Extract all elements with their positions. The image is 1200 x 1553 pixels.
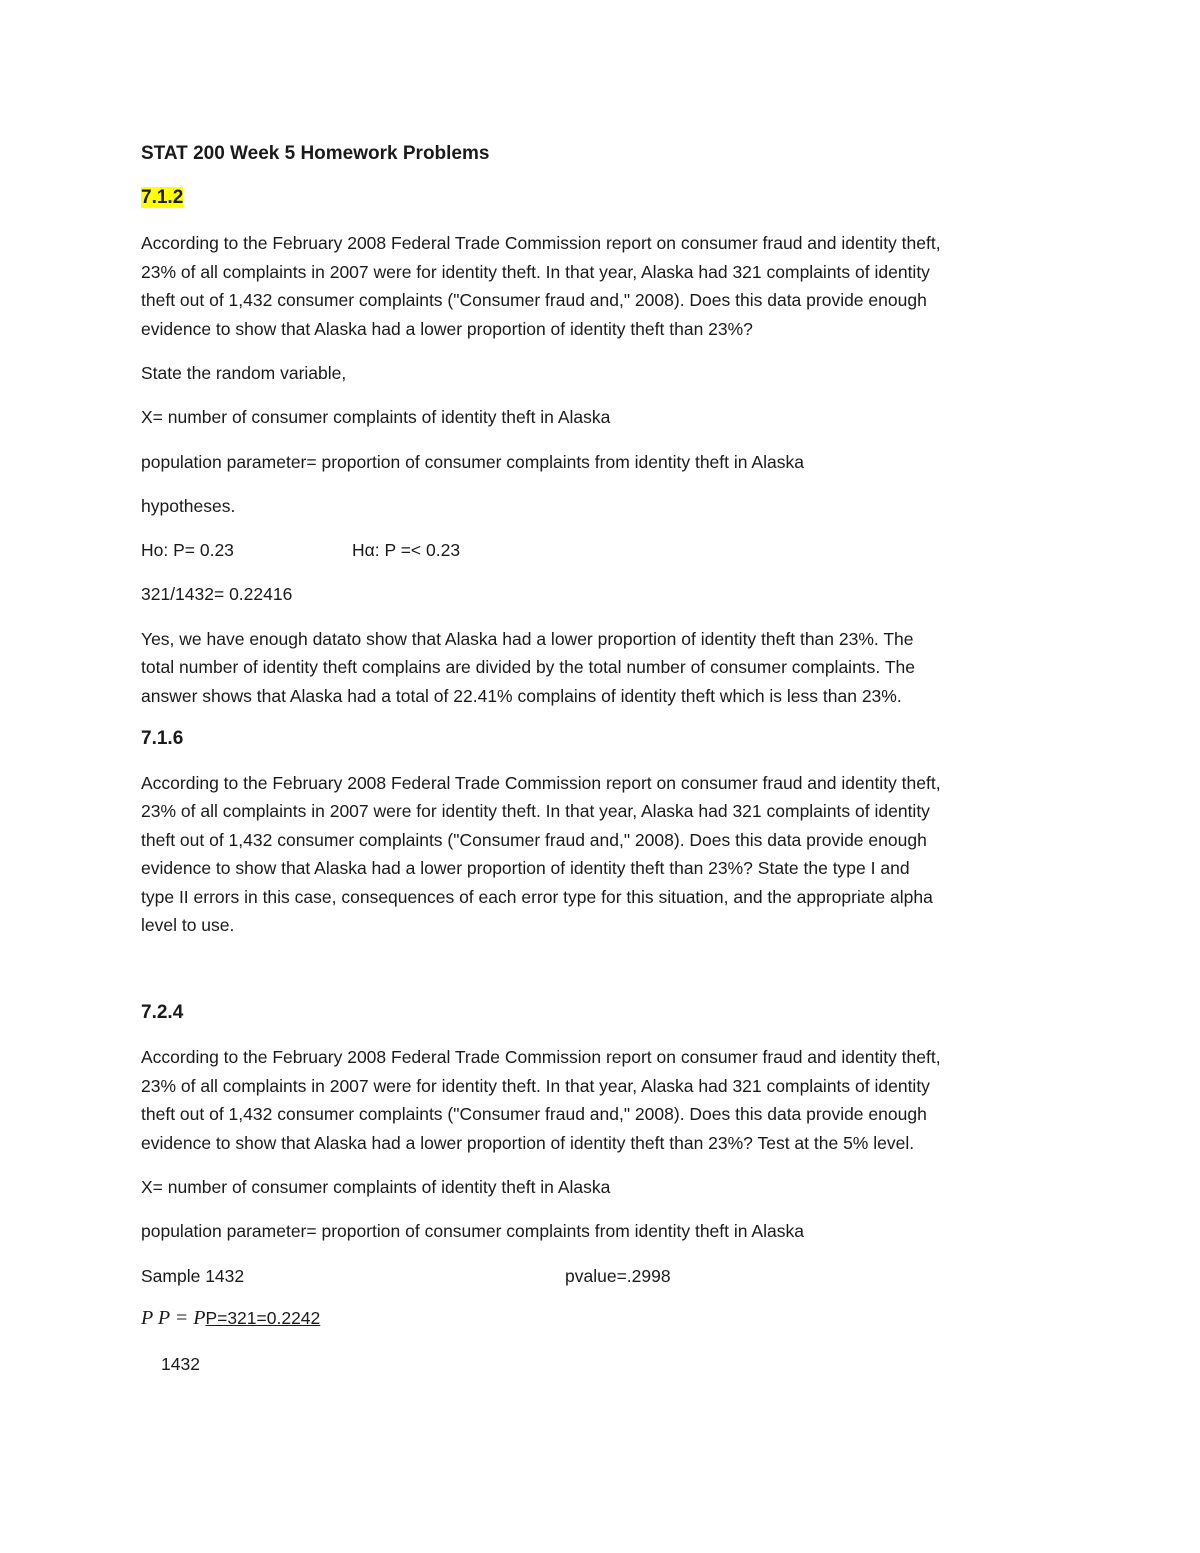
question-line: 23% of all complaints in 2007 were for identity theft. In that year, Alaska had 321 complaints of identity	[141, 801, 930, 821]
random-variable-definition: X= number of consumer complaints of identity theft in Alaska	[141, 407, 611, 427]
question-line: evidence to show that Alaska had a lower proportion of identity theft than 23%? Test at the 5% level.	[141, 1133, 915, 1153]
proportion-calculation: 321/1432= 0.22416	[141, 584, 293, 604]
alternative-hypothesis: Hα: P =< 0.23	[352, 540, 461, 560]
random-variable-prompt: State the random variable,	[141, 363, 347, 383]
section-heading-7-1-2	[141, 187, 183, 209]
formula-result: P=321=0.2242	[205, 1308, 321, 1328]
question-line: According to the February 2008 Federal Trade Commission report on consumer fraud and identity theft,	[141, 773, 941, 793]
p-value: pvalue=.2998	[565, 1266, 671, 1286]
answer-line: Yes, we have enough datato show that Alaska had a lower proportion of identity theft than 23%. The	[141, 629, 914, 649]
answer-line: total number of identity theft complains are divided by the total number of consumer complaints. The	[141, 657, 915, 677]
section-heading-7-1-6: 7.1.6	[141, 728, 184, 749]
formula-denominator: 1432	[161, 1354, 200, 1374]
question-line: 23% of all complaints in 2007 were for identity theft. In that year, Alaska had 321 complaints of identity	[141, 1076, 930, 1096]
question-line: theft out of 1,432 consumer complaints ("Consumer fraud and," 2008). Does this data provide enough	[141, 830, 927, 850]
question-line: level to use.	[141, 915, 235, 935]
sample-proportion-formula	[141, 1307, 320, 1329]
question-line: According to the February 2008 Federal Trade Commission report on consumer fraud and identity theft,	[141, 233, 941, 253]
hypotheses-label: hypotheses.	[141, 496, 236, 516]
null-hypothesis: Ho: P= 0.23	[141, 540, 234, 560]
question-line: theft out of 1,432 consumer complaints ("Consumer fraud and," 2008). Does this data provide enough	[141, 290, 927, 310]
section-heading-7-2-4: 7.2.4	[141, 1002, 184, 1023]
highlighted-heading: 7.1.2	[141, 187, 184, 208]
question-line: evidence to show that Alaska had a lower proportion of identity theft than 23%? State the type I and	[141, 858, 910, 878]
answer-line: answer shows that Alaska had a total of 22.41% complains of identity theft which is less than 23%.	[141, 686, 902, 706]
sample-size: Sample 1432	[141, 1266, 245, 1286]
document-title: STAT 200 Week 5 Homework Problems	[141, 143, 490, 164]
question-line: 23% of all complaints in 2007 were for identity theft. In that year, Alaska had 321 complaints of identity	[141, 262, 930, 282]
question-line: According to the February 2008 Federal Trade Commission report on consumer fraud and identity theft,	[141, 1047, 941, 1067]
question-line: type II errors in this case, consequences of each error type for this situation, and the appropriate alpha	[141, 887, 933, 907]
population-parameter: population parameter= proportion of consumer complaints from identity theft in Alaska	[141, 1221, 804, 1241]
question-line: evidence to show that Alaska had a lower proportion of identity theft than 23%?	[141, 319, 753, 339]
random-variable-definition: X= number of consumer complaints of identity theft in Alaska	[141, 1177, 611, 1197]
population-parameter: population parameter= proportion of consumer complaints from identity theft in Alaska	[141, 452, 804, 472]
formula-symbols: P P = P	[141, 1307, 206, 1329]
question-line: theft out of 1,432 consumer complaints ("Consumer fraud and," 2008). Does this data provide enough	[141, 1104, 927, 1124]
